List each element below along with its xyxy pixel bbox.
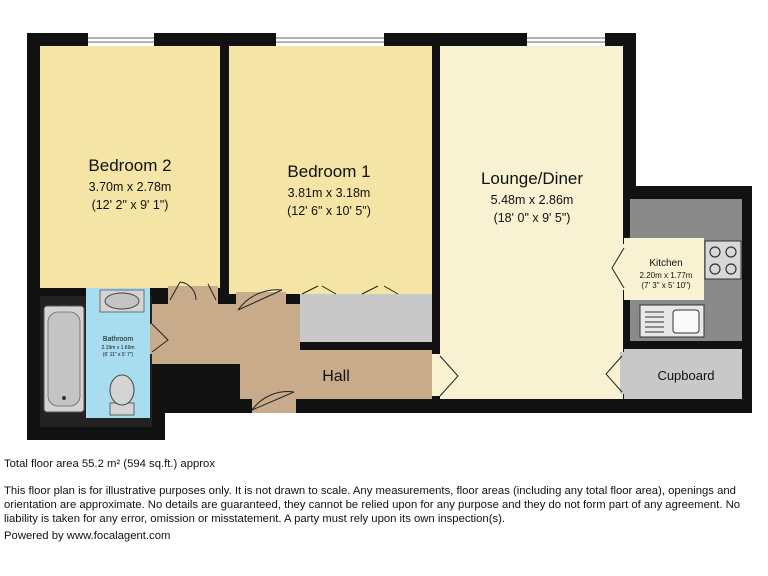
- lounge-diner-metric: 5.48m x 2.86m: [490, 193, 574, 207]
- hall-name: Hall: [322, 368, 350, 385]
- lounge-diner-imperial: (18' 0" x 9' 5"): [493, 211, 571, 225]
- bathroom-imperial: (6' 11" x 5' 7"): [102, 352, 134, 358]
- cupboard-name: Cupboard: [657, 368, 715, 383]
- sink-icon: [105, 293, 139, 309]
- doorway-cupboard: [620, 352, 630, 394]
- window-bedroom-2: [88, 33, 154, 46]
- hob-icon: [705, 241, 741, 279]
- bedroom-1-name: Bedroom 1: [287, 162, 371, 181]
- lounge-diner-name: Lounge/Diner: [480, 169, 584, 188]
- powered-by-text: Powered by www.focalagent.com: [4, 530, 171, 542]
- disclaimer-text: This floor plan is for illustrative purposes only. It is not drawn to scale. Any measurements, floor areas (including any total floor area), openings and orientation are approximate. No details are guaranteed, they cannot be relied upon for any purpose and they do not form part of any agreement. No liability is taken for any error, omission or misstatement. A party must rely upon its own inspection(s).: [4, 485, 741, 525]
- bedroom-2-imperial: (12' 2" x 9' 1"): [91, 198, 169, 212]
- kitchen-name: Kitchen: [649, 258, 683, 269]
- window-lounge: [527, 33, 605, 46]
- kitchen-metric: 2.20m x 1.77m: [639, 271, 693, 280]
- kitchen-floor: [624, 238, 704, 300]
- wardrobe: [300, 294, 432, 342]
- bathroom-name: Bathroom: [102, 336, 134, 343]
- bathroom-metric: 2.19m x 1.69m: [101, 345, 135, 351]
- bath-drain-icon: [62, 396, 66, 400]
- total-floor-area: Total floor area 55.2 m² (594 sq.ft.) approx: [4, 458, 215, 470]
- bedroom-2-metric: 3.70m x 2.78m: [88, 180, 172, 194]
- sink-bowl-icon: [673, 310, 699, 333]
- bathtub-inner: [48, 312, 80, 406]
- doorway-entrance: [252, 396, 296, 413]
- kitchen-imperial: (7' 3" x 5' 10"): [641, 281, 691, 290]
- toilet-icon: [110, 375, 134, 405]
- bedroom-1-metric: 3.81m x 3.18m: [287, 186, 371, 200]
- window-bedroom-1: [276, 33, 384, 46]
- bedroom-1-imperial: (12' 6" x 10' 5"): [287, 204, 371, 218]
- bedroom-2-name: Bedroom 2: [88, 156, 172, 175]
